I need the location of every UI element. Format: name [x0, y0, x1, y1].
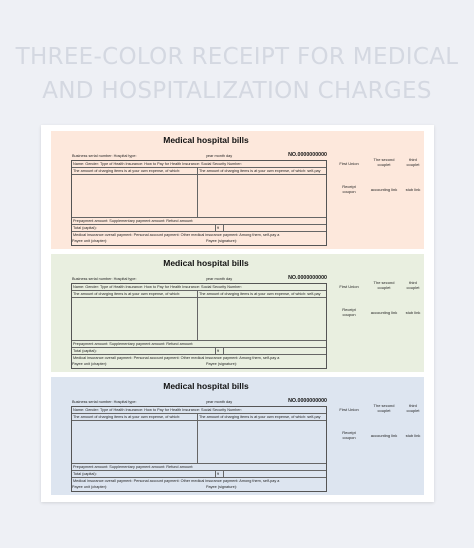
items-detail-area [72, 175, 326, 218]
items-left-text: The amount of charging items is at your own expense, of which: [73, 168, 181, 173]
total-currency: ¥ [217, 225, 220, 230]
coupon-labels [333, 272, 423, 332]
insurance-text: Medical insurance overall payment: Personal account payment: Other medical insurance payment: Among them, self-pay a [73, 232, 280, 237]
bill-title: Medical hospital bills [163, 135, 249, 145]
total-divider-right [223, 225, 224, 231]
items-left-text: The amount of charging items is at your own expense, of which: [73, 414, 181, 419]
items-divider [197, 291, 198, 297]
payee-unit: Payee unit (chapter): [72, 485, 108, 489]
receipt-section-third [51, 377, 424, 495]
bill-title: Medical hospital bills [163, 258, 249, 268]
bill-form [71, 275, 327, 369]
serial-label: Business serial number: Hospital type: [72, 400, 137, 404]
prepay-row [72, 218, 326, 225]
detail-divider [197, 421, 198, 463]
insurance-text: Medical insurance overall payment: Personal account payment: Other medical insurance payment: Among them, self-pay a [73, 355, 280, 360]
items-detail-area [72, 421, 326, 464]
items-row [72, 414, 326, 421]
date-label: year month day [206, 277, 233, 281]
total-divider [215, 348, 216, 354]
total-row [72, 471, 326, 478]
items-row [72, 291, 326, 298]
detail-divider [197, 175, 198, 217]
total-label: Total (capital): [73, 225, 97, 230]
bill-grid [71, 406, 327, 492]
second-couplet-label: The second couplet [373, 280, 395, 290]
serial-label: Business serial number: Hospital type: [72, 154, 137, 158]
coupon-labels [333, 395, 423, 455]
gender-row-text: Name: Gender: Type of Health Insurance: How to Pay for Health Insurance: Social Security Number: [73, 284, 242, 289]
third-couplet-label: third couplet [406, 280, 420, 290]
gender-row [72, 407, 326, 414]
items-divider [197, 168, 198, 174]
payee-unit: Payee unit (chapter): [72, 239, 108, 243]
bill-grid [71, 160, 327, 246]
bill-number: NO.0000000000 [288, 275, 327, 281]
second-couplet-label: The second couplet [373, 157, 395, 167]
receipt-section-second [51, 254, 424, 372]
receipt-coupon-label: Receipt coupon [342, 307, 356, 317]
total-currency: ¥ [217, 471, 220, 476]
bill-title: Medical hospital bills [163, 381, 249, 391]
items-detail-area [72, 298, 326, 341]
total-label: Total (capital): [73, 471, 97, 476]
total-divider [215, 471, 216, 477]
receipt-sheet [41, 125, 434, 502]
payee-unit: Payee unit (chapter): [72, 362, 108, 366]
items-right-text: The amount of charging items is at your own expense, of which: self-pay [199, 291, 321, 296]
total-divider-right [223, 471, 224, 477]
bill-number: NO.0000000000 [288, 152, 327, 158]
detail-divider [197, 298, 198, 340]
bill-header-row [71, 275, 327, 283]
gender-row [72, 161, 326, 168]
bill-form [71, 398, 327, 492]
second-couplet-label: The second couplet [373, 403, 395, 413]
items-left-text: The amount of charging items is at your own expense, of which: [73, 291, 181, 296]
gender-row [72, 284, 326, 291]
stub-link-label: stub link [405, 310, 421, 315]
third-couplet-label: third couplet [406, 403, 420, 413]
bill-grid [71, 283, 327, 369]
gender-row-text: Name: Gender: Type of Health Insurance: How to Pay for Health Insurance: Social Security Number: [73, 407, 242, 412]
total-currency: ¥ [217, 348, 220, 353]
total-row [72, 348, 326, 355]
date-label: year month day [206, 154, 233, 158]
total-divider-right [223, 348, 224, 354]
insurance-row [72, 232, 326, 239]
serial-label: Business serial number: Hospital type: [72, 277, 137, 281]
third-couplet-label: third couplet [406, 157, 420, 167]
total-divider [215, 225, 216, 231]
items-divider [197, 414, 198, 420]
first-union-label: First Union [339, 161, 359, 166]
first-union-label: First Union [339, 407, 359, 412]
receipt-coupon-label: Receipt coupon [342, 184, 356, 194]
payee-signature: Payee (signature): [206, 362, 238, 366]
accounting-link-label: accounting link [370, 433, 398, 438]
stub-link-label: stub link [405, 187, 421, 192]
payee-signature: Payee (signature): [206, 239, 238, 243]
prepay-text: Prepayment amount: Supplementary payment amount: Refund amount: [73, 218, 194, 223]
prepay-text: Prepayment amount: Supplementary payment amount: Refund amount: [73, 464, 194, 469]
insurance-row [72, 478, 326, 485]
items-right-text: The amount of charging items is at your own expense, of which: self-pay [199, 168, 321, 173]
bill-header-row [71, 152, 327, 160]
items-row [72, 168, 326, 175]
bill-number: NO.0000000000 [288, 398, 327, 404]
gender-row-text: Name: Gender: Type of Health Insurance: How to Pay for Health Insurance: Social Security Number: [73, 161, 242, 166]
accounting-link-label: accounting link [370, 310, 398, 315]
coupon-labels [333, 149, 423, 209]
total-label: Total (capital): [73, 348, 97, 353]
insurance-row [72, 355, 326, 362]
first-union-label: First Union [339, 284, 359, 289]
bill-form [71, 152, 327, 246]
items-right-text: The amount of charging items is at your own expense, of which: self-pay [199, 414, 321, 419]
receipt-section-first [51, 131, 424, 249]
receipt-coupon-label: Receipt coupon [342, 430, 356, 440]
insurance-text: Medical insurance overall payment: Personal account payment: Other medical insurance payment: Among them, self-pay a [73, 478, 280, 483]
payee-signature: Payee (signature): [206, 485, 238, 489]
date-label: year month day [206, 400, 233, 404]
prepay-row [72, 341, 326, 348]
prepay-row [72, 464, 326, 471]
page-title: THREE-COLOR RECEIPT FOR MEDICAL AND HOSPITALIZATION CHARGES [15, 44, 459, 104]
prepay-text: Prepayment amount: Supplementary payment amount: Refund amount: [73, 341, 194, 346]
accounting-link-label: accounting link [370, 187, 398, 192]
stub-link-label: stub link [405, 433, 421, 438]
total-row [72, 225, 326, 232]
bill-header-row [71, 398, 327, 406]
